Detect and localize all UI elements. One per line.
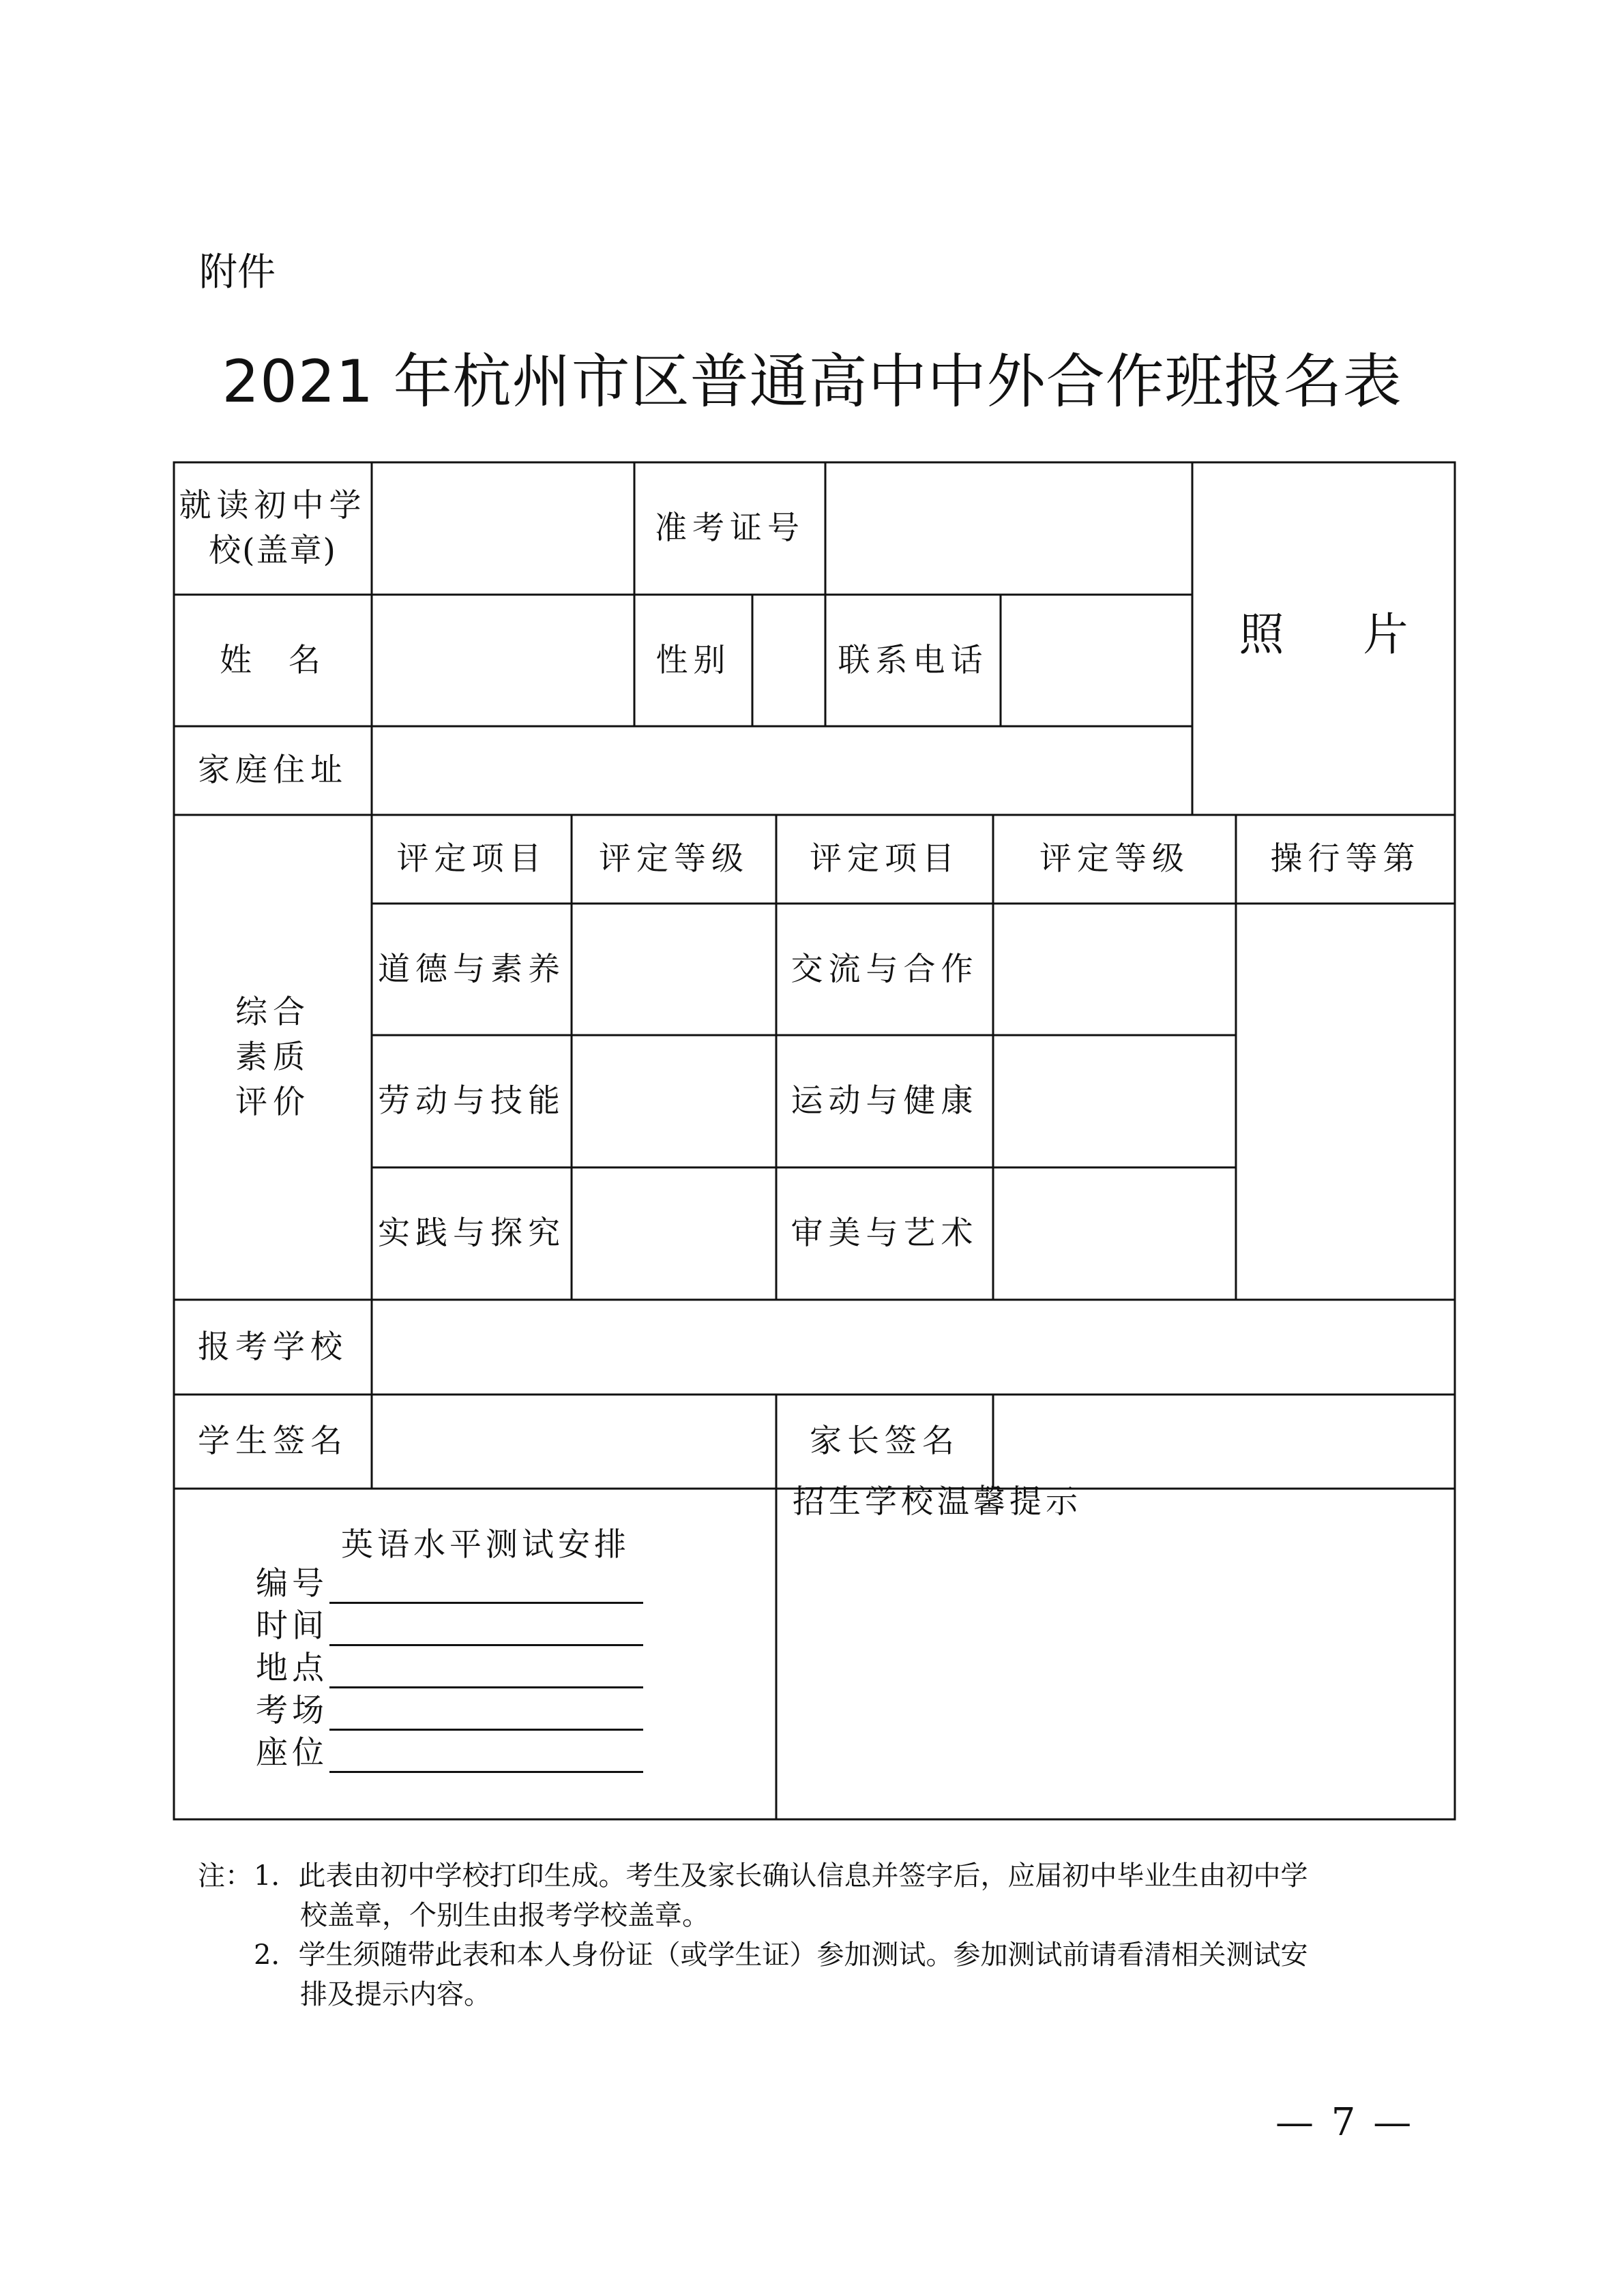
grade-labor-input[interactable] bbox=[572, 1035, 776, 1167]
grade-practice-input[interactable] bbox=[572, 1167, 776, 1300]
eval-item-header-2: 评定项目 bbox=[810, 840, 960, 878]
notes-prefix: 注： bbox=[198, 1860, 252, 1892]
grade-sports-input[interactable] bbox=[993, 1035, 1236, 1167]
name-label: 姓 名 bbox=[220, 641, 326, 679]
photo-box[interactable] bbox=[1192, 462, 1455, 815]
eval-label-line3: 评价 bbox=[235, 1083, 310, 1121]
student-sign-label: 学生签名 bbox=[198, 1422, 348, 1460]
eval-grade-header-1: 评定等级 bbox=[599, 840, 749, 878]
grade-communication-input[interactable] bbox=[993, 904, 1236, 1035]
parent-sign-input[interactable] bbox=[993, 1395, 1455, 1489]
eval-label-line2: 素质 bbox=[235, 1038, 310, 1076]
note-1-line-2: 校盖章，个别生由报考学校盖章。 bbox=[300, 1900, 709, 1931]
item-practice: 实践与探究 bbox=[378, 1214, 565, 1252]
exam-no-label: 准考证号 bbox=[655, 509, 805, 547]
english-place-row bbox=[256, 1646, 643, 1688]
note-2-line-2: 排及提示内容。 bbox=[300, 1979, 491, 2010]
english-room-label: 考场 bbox=[256, 1692, 328, 1729]
attachment-label: 附件 bbox=[199, 250, 276, 295]
english-seat-label: 座位 bbox=[256, 1734, 328, 1772]
english-seat-blank[interactable] bbox=[329, 1737, 643, 1773]
note-1-line-1: 1．此表由初中学校打印生成。考生及家长确认信息并签字后，应届初中毕业生由初中学 bbox=[254, 1860, 1308, 1892]
item-moral: 道德与素养 bbox=[378, 950, 565, 988]
english-room-blank[interactable] bbox=[329, 1695, 643, 1731]
school-tips-label: 招生学校温馨提示 bbox=[793, 1483, 1082, 1521]
address-label: 家庭住址 bbox=[198, 751, 348, 789]
eval-item-header-1: 评定项目 bbox=[396, 840, 547, 878]
address-input[interactable] bbox=[372, 726, 1192, 815]
school-input[interactable] bbox=[372, 462, 634, 595]
item-sports: 运动与健康 bbox=[791, 1082, 979, 1120]
phone-label: 联系电话 bbox=[838, 641, 988, 679]
english-no-label: 编号 bbox=[256, 1565, 328, 1602]
conduct-header: 操行等第 bbox=[1270, 840, 1421, 878]
eval-grade-header-2: 评定等级 bbox=[1039, 840, 1190, 878]
grade-moral-input[interactable] bbox=[572, 904, 776, 1035]
english-time-row bbox=[256, 1604, 643, 1646]
item-labor: 劳动与技能 bbox=[378, 1082, 565, 1120]
parent-sign-label: 家长签名 bbox=[810, 1422, 960, 1460]
apply-school-input[interactable] bbox=[372, 1300, 1455, 1395]
item-aesthetics: 审美与艺术 bbox=[791, 1214, 979, 1252]
english-no-row bbox=[256, 1562, 643, 1604]
phone-input[interactable] bbox=[1001, 595, 1192, 726]
english-test-title: 英语水平测试安排 bbox=[341, 1526, 630, 1564]
eval-label-cell bbox=[174, 815, 372, 1300]
item-communication: 交流与合作 bbox=[791, 950, 979, 988]
school-label-line1: 就读初中学 bbox=[179, 487, 367, 524]
english-place-blank[interactable] bbox=[329, 1652, 643, 1688]
english-room-row bbox=[256, 1688, 643, 1731]
conduct-input[interactable] bbox=[1236, 904, 1455, 1300]
exam-no-input[interactable] bbox=[825, 462, 1192, 595]
apply-school-label: 报考学校 bbox=[198, 1328, 348, 1366]
english-seat-row bbox=[256, 1731, 643, 1773]
school-label-cell bbox=[174, 462, 372, 595]
photo-label-1: 照 bbox=[1239, 608, 1284, 661]
eval-label-line1: 综合 bbox=[235, 993, 310, 1031]
gender-input[interactable] bbox=[752, 595, 825, 726]
page-title: 2021 年杭州市区普通高中中外合作班报名表 bbox=[222, 348, 1402, 416]
note-2-line-1: 2．学生须随带此表和本人身份证（或学生证）参加测试。参加测试前请看清相关测试安 bbox=[254, 1939, 1308, 1971]
name-input[interactable] bbox=[372, 595, 634, 726]
school-label-line2: 校(盖章) bbox=[209, 532, 337, 569]
student-sign-input[interactable] bbox=[372, 1395, 776, 1489]
english-place-label: 地点 bbox=[256, 1650, 328, 1687]
grade-aesthetics-input[interactable] bbox=[993, 1167, 1236, 1300]
page-number: — 7 — bbox=[1275, 2100, 1415, 2145]
english-time-label: 时间 bbox=[256, 1607, 328, 1645]
english-time-blank[interactable] bbox=[329, 1610, 643, 1646]
gender-label: 性别 bbox=[655, 641, 731, 679]
english-no-blank[interactable] bbox=[329, 1568, 643, 1604]
photo-label-2: 片 bbox=[1363, 608, 1408, 661]
